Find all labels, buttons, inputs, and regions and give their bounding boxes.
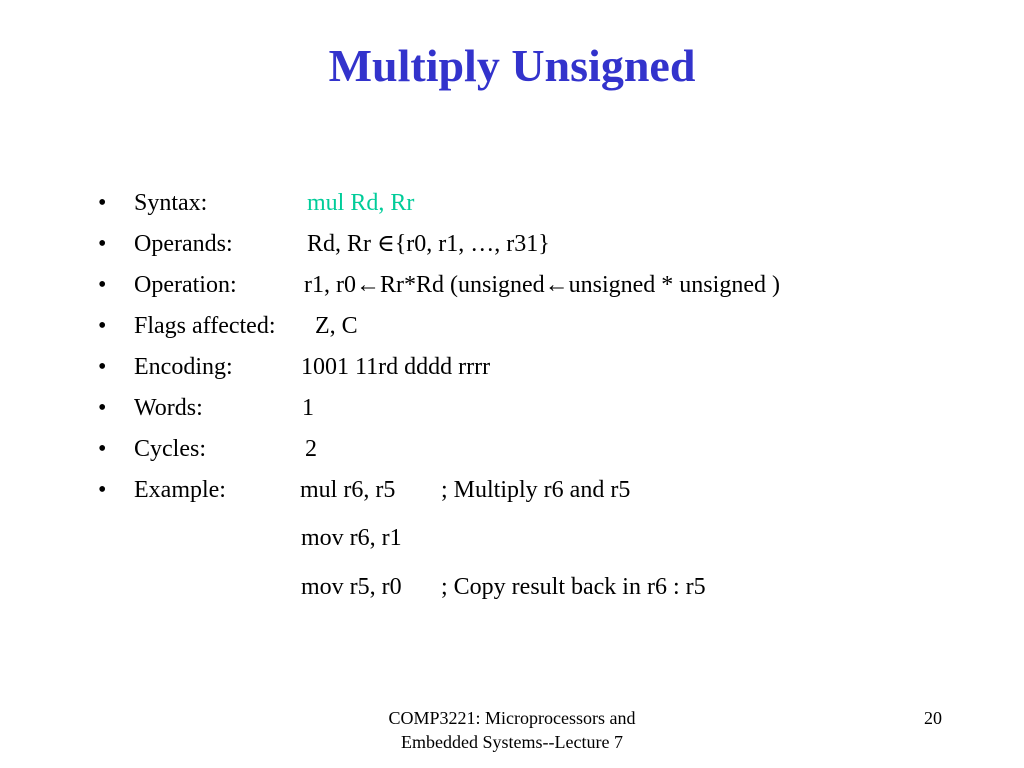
bullet-icon: •	[98, 436, 107, 462]
operation-value: r1, r0←Rr*Rd (unsigned←unsigned * unsigned )	[304, 272, 780, 298]
bullet-example	[0, 473, 1024, 507]
encoding-label: Encoding:	[134, 354, 233, 380]
page-number: 20	[924, 708, 942, 728]
footer-course-line-1: COMP3221: Microprocessors and	[388, 708, 636, 728]
footer-course	[362, 706, 662, 754]
bullet-encoding	[0, 350, 1024, 384]
bullet-operands	[0, 227, 1024, 261]
bullet-icon: •	[98, 313, 107, 339]
bullet-icon: •	[98, 354, 107, 380]
operation-label: Operation:	[134, 272, 237, 298]
bullet-words	[0, 391, 1024, 425]
bullet-icon: •	[98, 395, 107, 421]
example-line-2-code: mov r6, r1	[301, 525, 402, 551]
cycles-label: Cycles:	[134, 436, 206, 462]
words-value: 1	[302, 395, 314, 421]
syntax-value: mul Rd, Rr	[307, 190, 415, 216]
bullet-icon: •	[98, 231, 107, 257]
bullet-flags	[0, 309, 1024, 343]
operands-label: Operands:	[134, 231, 233, 257]
example-label: Example:	[134, 477, 226, 503]
example-comment: ; Multiply r6 and r5	[441, 477, 631, 503]
flags-label: Flags affected:	[134, 313, 276, 339]
example-code: mul r6, r5	[300, 477, 396, 503]
encoding-value: 1001 11rd dddd rrrr	[301, 354, 491, 380]
flags-value: Z, C	[315, 313, 358, 339]
operands-value: Rd, Rr ∈{r0, r1, …, r31}	[307, 231, 550, 257]
bullet-syntax	[0, 186, 1024, 220]
cycles-value: 2	[305, 436, 317, 462]
example-line-2	[301, 521, 402, 555]
bullet-operation	[0, 268, 1024, 302]
bullet-cycles	[0, 432, 1024, 466]
slide-title: Multiply Unsigned	[328, 40, 696, 91]
footer-course-line-2: Embedded Systems--Lecture 7	[401, 732, 623, 752]
example-line-3	[301, 570, 1001, 604]
example-line-3-code: mov r5, r0	[301, 574, 402, 600]
syntax-label: Syntax:	[134, 190, 208, 216]
bullet-icon: •	[98, 272, 107, 298]
bullet-icon: •	[98, 190, 107, 216]
bullet-icon: •	[98, 477, 107, 503]
words-label: Words:	[134, 395, 203, 421]
example-line-3-comment: ; Copy result back in r6 : r5	[441, 574, 706, 600]
